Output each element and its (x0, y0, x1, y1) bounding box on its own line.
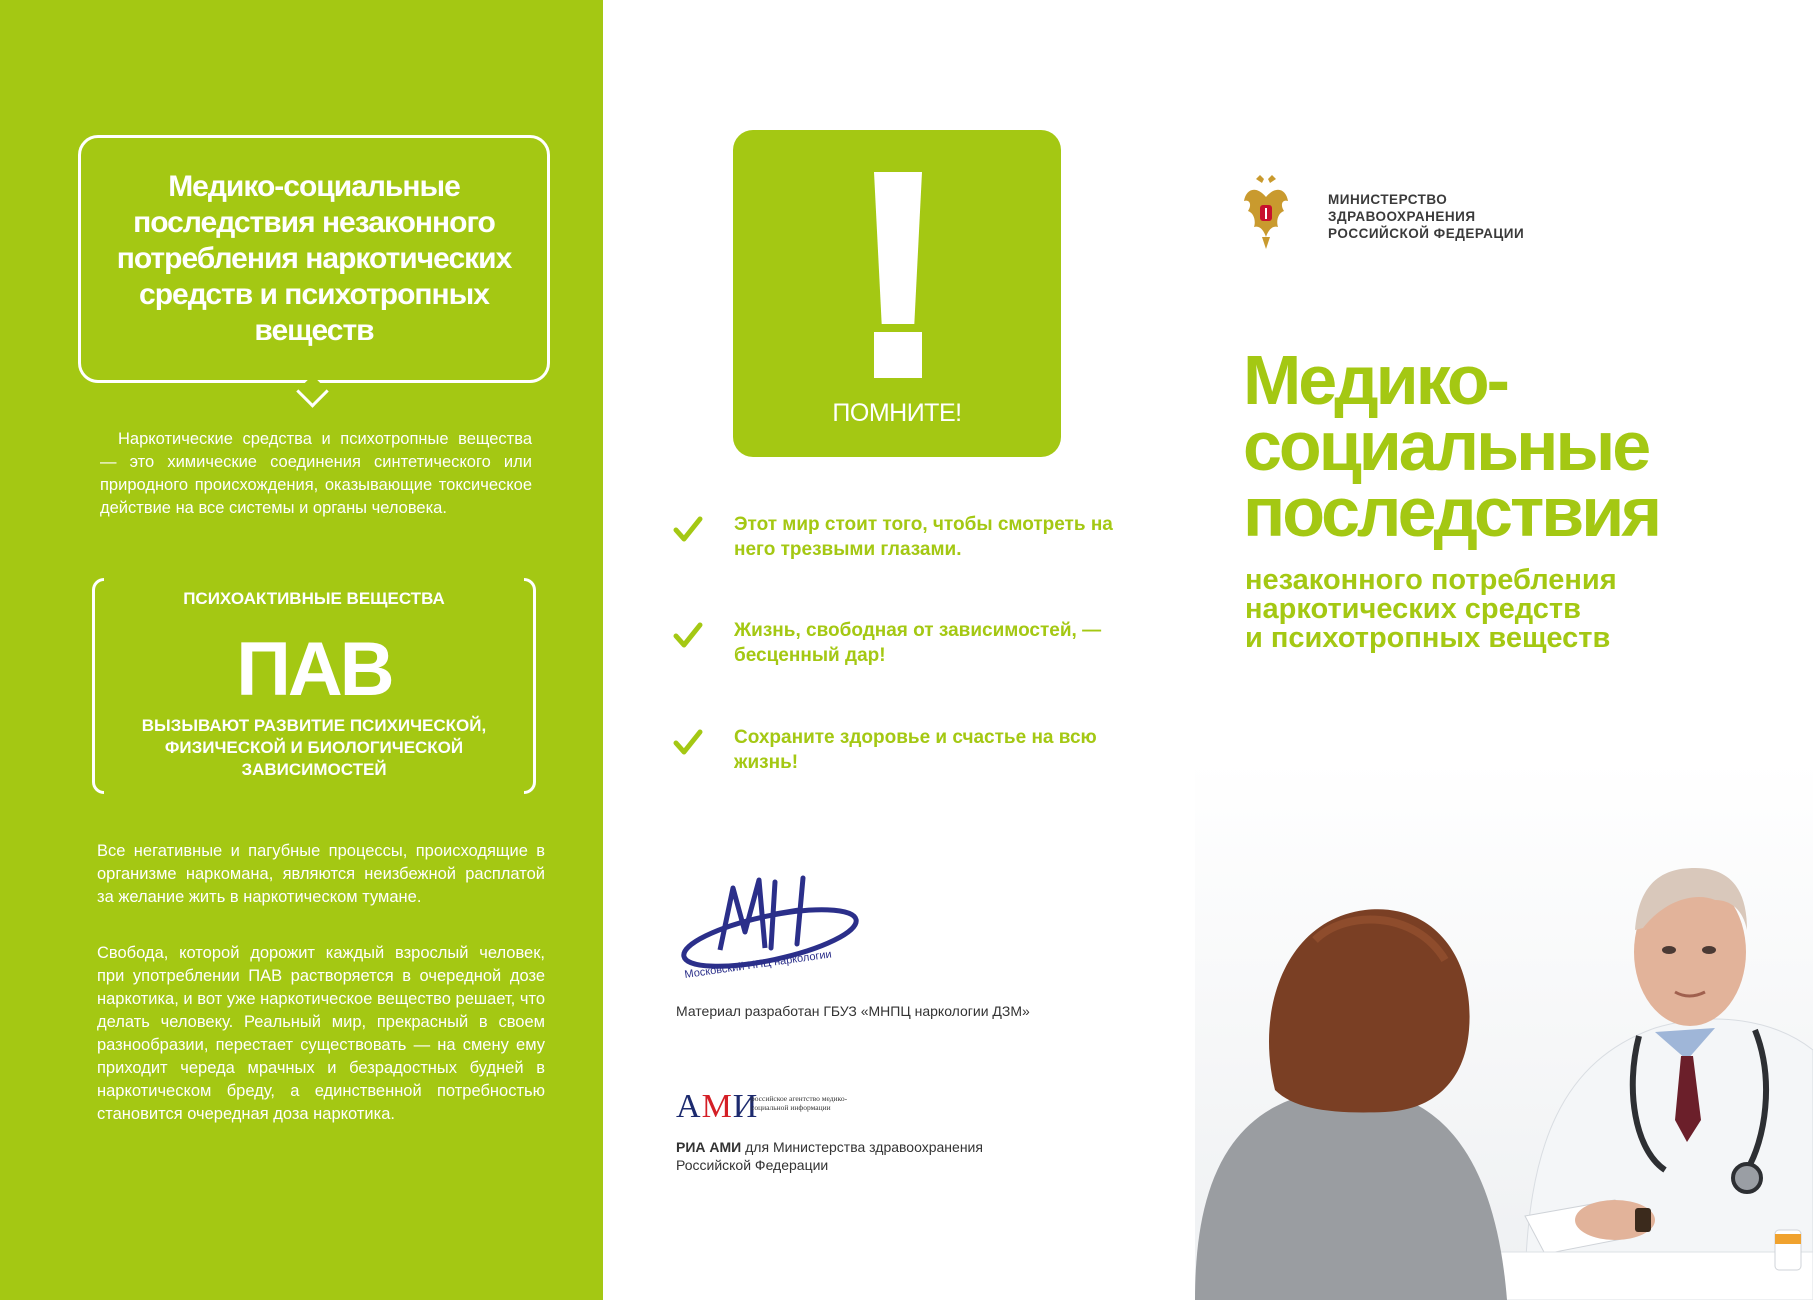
ministry-name (1328, 191, 1588, 242)
doctor-consultation-photo (1195, 760, 1813, 1300)
checkmark-icon (673, 727, 703, 757)
ministry-line-1: МИНИСТЕРСТВО (1328, 192, 1448, 207)
ami-wordmark: АМИ (676, 1088, 759, 1125)
double-headed-eagle-icon (1242, 175, 1290, 251)
checklist-text: Жизнь, свободная от зависимостей, — бесценный дар! (734, 620, 1102, 666)
pav-subtitle-bottom: ВЫЗЫВАЮТ РАЗВИТИЕ ПСИХИЧЕСКОЙ, ФИЗИЧЕСКОЙ И БИОЛОГИЧЕСКОЙ ЗАВИСИМОСТЕЙ (141, 716, 487, 779)
body-paragraph-1: Все негативные и пагубные процессы, происходящие в организме наркомана, являются неизбежной расплатой за желание жить в наркотическом тумане. (97, 842, 545, 906)
pav-subtitle-top: ПСИХОАКТИВНЫЕ ВЕЩЕСТВА (183, 589, 445, 608)
checkmark-icon (673, 514, 703, 544)
bubble-title: Медико-социальные последствия незаконного потребления наркотических средств и психотропных веществ (116, 170, 512, 347)
pav-callout (92, 578, 536, 794)
credit-ami: РИА АМИ для Министерства здравоохранения Российской Федерации (676, 1139, 983, 1173)
credit-mnpc: Материал разработан ГБУЗ «МНПЦ наркологии ДЗМ» (676, 1003, 1030, 1019)
left-brace (92, 578, 104, 794)
intro-paragraph: Наркотические средства и психотропные вещества — это химические соединения синтетического или природного происхождения, оказывающие токсическое действие на все системы и органы человека. (100, 430, 532, 517)
main-title: Медико- социальные последствия (1243, 341, 1660, 551)
left-panel (0, 0, 603, 1300)
remember-label: ПОМНИТЕ! (832, 399, 962, 427)
exclamation-icon (874, 172, 922, 324)
mnpc-logo (675, 870, 865, 985)
subtitle: незаконного потребления наркотических средств и психотропных веществ (1245, 564, 1617, 654)
mnpc-arc-text: Московский НПЦ наркологии (683, 948, 833, 981)
ministry-line-2: ЗДРАВООХРАНЕНИЯ (1328, 209, 1476, 224)
remember-box (733, 130, 1061, 457)
checkmark-icon (673, 620, 703, 650)
exclamation-dot (874, 332, 922, 378)
checklist-text: Сохраните здоровье и счастье на всю жизнь! (734, 727, 1097, 773)
checklist-text: Этот мир стоит того, чтобы смотреть на него трезвыми глазами. (734, 514, 1113, 560)
ministry-line-3: РОССИЙСКОЙ ФЕДЕРАЦИИ (1328, 226, 1525, 241)
title-speech-bubble (78, 135, 550, 383)
right-brace (524, 578, 536, 794)
pav-abbreviation: ПАВ (236, 627, 392, 712)
body-paragraph-2: Свобода, которой дорожит каждый взрослый человек, при употреблении ПАВ растворяется в очередной дозе наркотика, и вот уже наркотическое вещество решает, что делать человеку. Реальный мир, прекрасный в своем разнообразии, перестает существовать — на смену ему приходит череда мрачных и безрадостных будней в наркотическом бреду, а единственной потребностью становится очередная доза наркотика. (97, 944, 545, 1123)
ami-tagline: российское агентство медико-социальной информации (751, 1094, 848, 1112)
